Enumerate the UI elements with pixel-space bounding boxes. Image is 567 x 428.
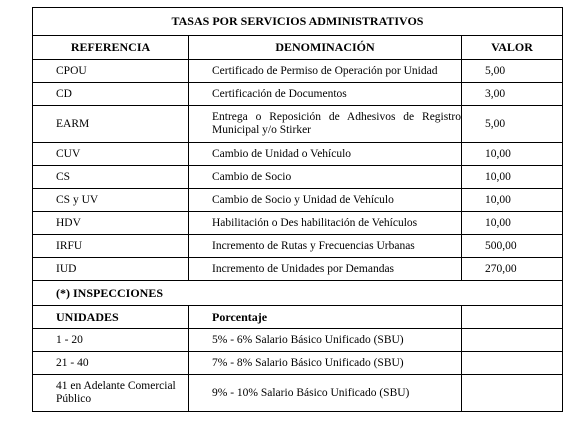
header-row — [33, 36, 563, 60]
table-title: TASAS POR SERVICIOS ADMINISTRATIVOS — [33, 8, 563, 36]
unidades-cell: 21 - 40 — [33, 352, 189, 375]
table-title-row — [33, 8, 563, 36]
table-row — [33, 375, 563, 412]
value-cell: 10,00 — [462, 189, 563, 212]
header-porcentaje: Porcentaje — [189, 306, 462, 329]
inspecciones-title: (*) INSPECCIONES — [33, 281, 563, 306]
ref-cell: HDV — [33, 212, 189, 235]
denom-cell: Incremento de Rutas y Frecuencias Urbanas — [189, 235, 462, 258]
denom-cell: Cambio de Socio y Unidad de Vehículo — [189, 189, 462, 212]
ref-cell: IUD — [33, 258, 189, 281]
header-denominacion: DENOMINACIÓN — [189, 36, 462, 60]
denom-cell: Cambio de Unidad o Vehículo — [189, 143, 462, 166]
ref-cell: CS — [33, 166, 189, 189]
table-row — [33, 143, 563, 166]
value-cell: 500,00 — [462, 235, 563, 258]
denom-cell: Entrega o Reposición de Adhesivos de Registro Municipal y/o Stirker — [189, 106, 462, 143]
ref-cell: CPOU — [33, 60, 189, 83]
empty-cell — [462, 375, 563, 412]
table-row — [33, 166, 563, 189]
denom-cell: Incremento de Unidades por Demandas — [189, 258, 462, 281]
header-valor: VALOR — [462, 36, 563, 60]
ref-cell: IRFU — [33, 235, 189, 258]
value-cell: 270,00 — [462, 258, 563, 281]
porcentaje-cell: 7% - 8% Salario Básico Unificado (SBU) — [189, 352, 462, 375]
value-cell: 10,00 — [462, 143, 563, 166]
unidades-cell: 41 en Adelante Comercial Público — [33, 375, 189, 412]
table-row — [33, 329, 563, 352]
table-row — [33, 352, 563, 375]
table-row — [33, 60, 563, 83]
inspecciones-title-row — [33, 281, 563, 306]
ref-cell: CUV — [33, 143, 189, 166]
header-referencia: REFERENCIA — [33, 36, 189, 60]
porcentaje-cell: 5% - 6% Salario Básico Unificado (SBU) — [189, 329, 462, 352]
denom-cell: Cambio de Socio — [189, 166, 462, 189]
value-cell: 3,00 — [462, 83, 563, 106]
table-row — [33, 83, 563, 106]
ref-cell: CS y UV — [33, 189, 189, 212]
inspecciones-header-row — [33, 306, 563, 329]
fee-table — [32, 7, 563, 412]
table-row — [33, 189, 563, 212]
ref-cell: EARM — [33, 106, 189, 143]
value-cell: 5,00 — [462, 60, 563, 83]
denom-cell: Certificación de Documentos — [189, 83, 462, 106]
ref-cell: CD — [33, 83, 189, 106]
value-cell: 10,00 — [462, 166, 563, 189]
value-cell: 10,00 — [462, 212, 563, 235]
value-cell: 5,00 — [462, 106, 563, 143]
denom-cell: Habilitación o Des habilitación de Vehículos — [189, 212, 462, 235]
unidades-cell: 1 - 20 — [33, 329, 189, 352]
table-row — [33, 258, 563, 281]
table-row — [33, 106, 563, 143]
empty-cell — [462, 352, 563, 375]
header-unidades: UNIDADES — [33, 306, 189, 329]
denom-cell: Certificado de Permiso de Operación por Unidad — [189, 60, 462, 83]
empty-cell — [462, 329, 563, 352]
porcentaje-cell: 9% - 10% Salario Básico Unificado (SBU) — [189, 375, 462, 412]
table-row — [33, 235, 563, 258]
empty-cell — [462, 306, 563, 329]
table-row — [33, 212, 563, 235]
